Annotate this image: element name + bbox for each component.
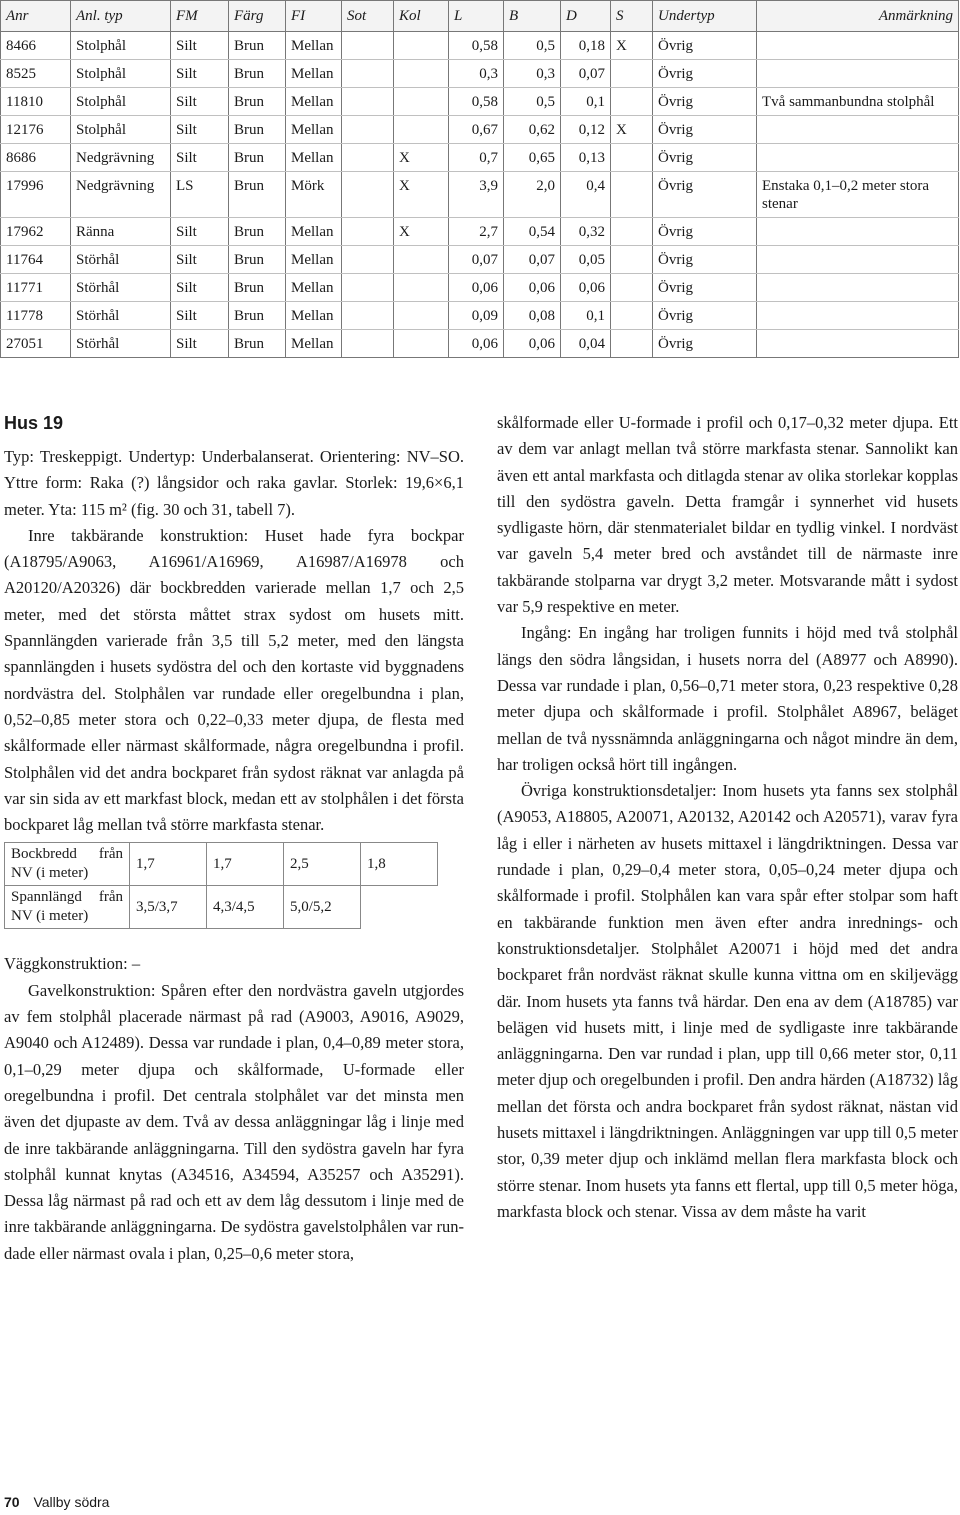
table-cell: X [394, 172, 449, 218]
table-cell [611, 172, 653, 218]
table-cell: 17962 [1, 218, 71, 246]
table-cell: Enstaka 0,1–0,2 meter stora stenar [757, 172, 959, 218]
table-cell [394, 32, 449, 60]
table-cell [342, 302, 394, 330]
table-cell: Mellan [286, 116, 342, 144]
table-cell [611, 88, 653, 116]
column-header: B [504, 1, 561, 32]
table-cell: Övrig [653, 144, 757, 172]
table-cell: 2,5 [284, 843, 361, 886]
table-cell: 11764 [1, 246, 71, 274]
table-cell [611, 60, 653, 88]
table-cell [342, 330, 394, 358]
table-row [1, 88, 959, 116]
table-cell [394, 60, 449, 88]
table-cell [342, 60, 394, 88]
table-cell: 0,65 [504, 144, 561, 172]
table-cell: Övrig [653, 330, 757, 358]
table-cell [394, 116, 449, 144]
table-cell: Övrig [653, 172, 757, 218]
table-cell: 0,07 [504, 246, 561, 274]
row-label: Spannlängd från NV (i meter) [5, 886, 130, 929]
table-cell [757, 144, 959, 172]
column-header: Färg [229, 1, 286, 32]
table-cell [611, 144, 653, 172]
table-cell [342, 116, 394, 144]
table-row [1, 32, 959, 60]
table-cell: Nedgrävning [71, 144, 171, 172]
table-cell: 0,1 [561, 302, 611, 330]
table-row [1, 60, 959, 88]
table-header-row [1, 1, 959, 32]
table-cell [757, 302, 959, 330]
table-cell: 0,58 [449, 88, 504, 116]
gable-construction-text: Gavelkonstruktion: Spåren efter den nordvästra gaveln utgjordes av fem stolphål placerade närmast på rad (A9003, A9016, A9029, A9040 och A12489). Dessa var rundade i plan, 0,4–0,89 meter stora, 0,1–0,29 meter djupa och skålformade, U-formade eller oregelbundna i profil. Det centrala stolphålet var det minsta men även det djupaste av dem. Två av dessa anläggningar låg i linje med de inre takbärande anläggningarna. Till den sydöstra gaveln har fyra stolphål kunnat knytas (A34516, A34594, A35257 och A35291). Dessa låg närmast på rad och ett av dem låg dessutom i linje med de inre takbärande anläggningarna. De sydöstra gavelstolphålen var rundade eller närmast ovala i plan, 0,25–0,6 meter stora, [4, 980, 464, 1263]
table-cell: Övrig [653, 116, 757, 144]
table-cell [611, 246, 653, 274]
table-cell: Mellan [286, 246, 342, 274]
table-cell: Brun [229, 302, 286, 330]
table-cell: 11771 [1, 274, 71, 302]
table-row [5, 886, 438, 929]
table-cell [757, 274, 959, 302]
table-cell: 0,06 [449, 274, 504, 302]
table-cell: Brun [229, 274, 286, 302]
table-cell: Stolphål [71, 116, 171, 144]
table-cell: 1,8 [361, 843, 438, 886]
column-header: Kol [394, 1, 449, 32]
table-cell [757, 32, 959, 60]
table-cell: 0,06 [449, 330, 504, 358]
table-row [1, 274, 959, 302]
column-header: S [611, 1, 653, 32]
table-cell [611, 274, 653, 302]
table-cell: Mellan [286, 302, 342, 330]
table-cell: 3,5/3,7 [130, 886, 207, 929]
table-cell: 0,67 [449, 116, 504, 144]
table-cell [394, 88, 449, 116]
table-cell [342, 274, 394, 302]
table-cell: Störhål [71, 330, 171, 358]
table-cell: Mellan [286, 60, 342, 88]
column-header: Anr [1, 1, 71, 32]
table-cell: Övrig [653, 302, 757, 330]
table-cell: 0,04 [561, 330, 611, 358]
table-cell: Silt [171, 60, 229, 88]
table-cell: Två sammanbundna stolphål [757, 88, 959, 116]
table-cell: Silt [171, 218, 229, 246]
bay-measurement-table [4, 842, 438, 929]
table-cell: 11810 [1, 88, 71, 116]
table-cell: 0,7 [449, 144, 504, 172]
table-cell [611, 218, 653, 246]
table-row [1, 218, 959, 246]
table-cell: 8525 [1, 60, 71, 88]
table-cell [342, 88, 394, 116]
table-cell: Övrig [653, 60, 757, 88]
table-cell: 0,1 [561, 88, 611, 116]
table-cell [757, 116, 959, 144]
table-cell: Brun [229, 172, 286, 218]
table-cell: Silt [171, 274, 229, 302]
table-cell: Stolphål [71, 88, 171, 116]
table-cell [361, 886, 438, 929]
wall-construction-text: Väggkonstruktion: – [4, 954, 141, 974]
table-cell: 1,7 [130, 843, 207, 886]
table-cell: Störhål [71, 302, 171, 330]
table-cell [342, 32, 394, 60]
table-cell: Silt [171, 330, 229, 358]
table-cell [757, 246, 959, 274]
table-row [1, 302, 959, 330]
table-cell: 4,3/4,5 [207, 886, 284, 929]
table-cell: Silt [171, 302, 229, 330]
table-cell: Mellan [286, 274, 342, 302]
table-cell: 0,13 [561, 144, 611, 172]
column-header: FM [171, 1, 229, 32]
table-row [5, 843, 438, 886]
column-header: Sot [342, 1, 394, 32]
table-row [1, 144, 959, 172]
table-cell [342, 172, 394, 218]
table-cell: Övrig [653, 246, 757, 274]
table-cell: 0,06 [504, 274, 561, 302]
table-cell: 0,54 [504, 218, 561, 246]
table-cell [611, 302, 653, 330]
table-cell: Övrig [653, 274, 757, 302]
other-details-text: Övriga konstruktionsdetaljer: Inom husets yta fanns sex stolphål (A9053, A18805, A20071, A20132, A20142 och A20571), varav fyra låg i eller i närheten av husets mittaxel i längdriktningen. Dessa var rundade i plan, 0,29–0,4 meter stora, 0,05–0,24 meter djupa och skålformade i profil. Stolphålen kan vara spår efter stolpar som haft en takbärande funktion men även efter andra inrednings- och konstruktionsdetaljer. Stolphålet A20071 i höjd med det andra bockparet från nordväst räknat skulle kunna vittna om en skiljevägg där. Inom husets yta fanns två härdar. Den ena av dem (A18785) var belägen vid husets mitt, i linje med de sydligaste inre takbärande anläggningarna. Den var rundad i plan, upp till 0,66 meter stor, 0,11 meter djup och oregelbunden i profil. Den andra härden (A18732) låg mellan det första och andra bockparet från sydost räknat, nästan vid husets mittaxel i längdriktningen. Anläggningen var upp till 0,5 meter stor, 0,39 meter djup och inklämd mellan flera markfasta block och större stenar. Inom husets yta fanns ett flertal, upp till 0,5 meter höga, markfasta block och stenar. Vissa av dem måste ha varit [497, 781, 958, 1221]
table-cell: Brun [229, 218, 286, 246]
section-heading: Hus 19 [4, 413, 64, 433]
table-cell: X [611, 32, 653, 60]
table-cell [342, 246, 394, 274]
table-cell: X [394, 218, 449, 246]
table-cell: 0,06 [504, 330, 561, 358]
table-cell: Brun [229, 330, 286, 358]
table-cell [394, 302, 449, 330]
table-cell: 0,58 [449, 32, 504, 60]
table-cell: 0,09 [449, 302, 504, 330]
left-column [4, 410, 464, 1267]
table-cell: 12176 [1, 116, 71, 144]
column-header: Anmärkning [757, 1, 959, 32]
table-cell: Mörk [286, 172, 342, 218]
table-cell: Mellan [286, 330, 342, 358]
table-cell: 0,4 [561, 172, 611, 218]
table-cell [611, 330, 653, 358]
house-summary: Typ: Treskeppigt. Undertyp: Underbalanserat. Orientering: NV–SO. Yttre form: Raka (?) långsidor och raka gavlar. Storlek: 19,6×6,1 meter. Yta: 115 m² (fig. 30 och 31, tabell 7). [4, 447, 464, 519]
table-cell: Nedgrävning [71, 172, 171, 218]
table-cell: Brun [229, 32, 286, 60]
row-label: Bockbredd från NV (i meter) [5, 843, 130, 886]
table-cell: LS [171, 172, 229, 218]
table-cell: Brun [229, 246, 286, 274]
table-cell: 2,0 [504, 172, 561, 218]
table-cell: 17996 [1, 172, 71, 218]
table-cell: 0,06 [561, 274, 611, 302]
table-cell: Stolphål [71, 32, 171, 60]
table-cell: Silt [171, 32, 229, 60]
table-cell: Silt [171, 88, 229, 116]
page-footer [4, 1494, 109, 1510]
table-cell: Övrig [653, 88, 757, 116]
table-cell: 5,0/5,2 [284, 886, 361, 929]
table-cell: Stolphål [71, 60, 171, 88]
table-cell [757, 330, 959, 358]
page-number: 70 [4, 1494, 20, 1510]
feature-table [0, 0, 959, 358]
table-cell: 0,5 [504, 32, 561, 60]
table-cell: 0,08 [504, 302, 561, 330]
table-cell: 0,12 [561, 116, 611, 144]
entrance-text: Ingång: En ingång har troligen funnits i höjd med två stolphål längs den södra långsidan, i husets norra del (A8977 och A8990). Dessa var rundade i plan, 0,56–0,71 meter stora, 0,23 respektive 0,28 meter djupa och skålformade i profil. Stolphålet A8967, beläget mellan de två nyssnämnda anläggningarna och något mindre än dem, har troligen också hört till ingången. [497, 623, 958, 774]
table-cell: Silt [171, 144, 229, 172]
right-column [497, 410, 958, 1225]
table-cell: Mellan [286, 88, 342, 116]
table-cell: Störhål [71, 246, 171, 274]
table-row [1, 172, 959, 218]
table-row [1, 246, 959, 274]
table-cell: 0,07 [449, 246, 504, 274]
column-header: Undertyp [653, 1, 757, 32]
table-cell: 0,18 [561, 32, 611, 60]
table-cell: X [611, 116, 653, 144]
table-cell: X [394, 144, 449, 172]
table-cell: Mellan [286, 218, 342, 246]
table-cell: Mellan [286, 144, 342, 172]
table-cell: 11778 [1, 302, 71, 330]
table-cell [394, 330, 449, 358]
column-header: L [449, 1, 504, 32]
table-cell: 0,5 [504, 88, 561, 116]
table-cell: Brun [229, 60, 286, 88]
table-cell: Övrig [653, 218, 757, 246]
table-cell: Brun [229, 88, 286, 116]
table-cell [342, 144, 394, 172]
inner-construction-text: Inre takbärande konstruktion: Huset hade fyra bockpar (A18795/A9063, A16961/A16969, A16987/A16978 och A20120/A20326) där bockbredden varierade mellan 1,7 och 2,5 meter, med det största måttet strax sydost om husets mitt. Spannlängden varierade från 3,5 till 5,2 meter, med den längsta spannlängden i husets sydöstra del och den kortaste vid byggnadens nordvästra del. Stolphålen var rundade eller oregelbundna i plan, 0,52–0,85 meter stora och 0,22–0,33 meter djupa, de flesta med skålformade eller närmast skålformade, några oregelbundna i profil. Stolphålen vid det andra bockparet från sydost räknat var anlagda på var sin sida av ett markfast block, medan ett av stolphålen i det första bockparet låg mellan två större markfasta stenar. [4, 525, 464, 835]
gable-continuation-text: skålformade eller U-formade i profil och 0,17–0,32 meter djupa. Ett av dem var anlagt mellan två större markfasta stenar. Sannolikt kan även ett antal markfasta och ditlagda stenar av olika storlekar kopplas till den sydöstra gaveln. Detta framgår i synnerhet vid husets sydligaste hörn, där stenmaterialet bildar en tydlig vinkel. I nordväst var gaveln 5,4 meter bred och avståndet till de närmaste inre takbärande stolparna var drygt 3,2 meter. Motsvarande mått i sydost var 5,9 respektive en meter. [497, 413, 958, 617]
column-header: D [561, 1, 611, 32]
table-cell: 2,7 [449, 218, 504, 246]
running-title: Vallby södra [33, 1494, 110, 1510]
table-cell: Brun [229, 116, 286, 144]
table-cell: 0,3 [449, 60, 504, 88]
table-cell: Störhål [71, 274, 171, 302]
table-cell: 0,05 [561, 246, 611, 274]
table-cell: Mellan [286, 32, 342, 60]
table-cell [757, 60, 959, 88]
table-cell: Brun [229, 144, 286, 172]
table-cell [394, 246, 449, 274]
table-row [1, 330, 959, 358]
table-cell: Ränna [71, 218, 171, 246]
column-header: FI [286, 1, 342, 32]
table-cell: 0,62 [504, 116, 561, 144]
table-cell: Silt [171, 116, 229, 144]
table-row [1, 116, 959, 144]
table-cell: 0,3 [504, 60, 561, 88]
table-cell: Övrig [653, 32, 757, 60]
table-cell: 27051 [1, 330, 71, 358]
table-cell [757, 218, 959, 246]
table-cell: 8466 [1, 32, 71, 60]
table-cell: 3,9 [449, 172, 504, 218]
table-cell: 8686 [1, 144, 71, 172]
column-header: Anl. typ [71, 1, 171, 32]
table-cell: 1,7 [207, 843, 284, 886]
table-cell: 0,07 [561, 60, 611, 88]
table-cell [394, 274, 449, 302]
table-cell [342, 218, 394, 246]
table-cell: 0,32 [561, 218, 611, 246]
table-cell: Silt [171, 246, 229, 274]
